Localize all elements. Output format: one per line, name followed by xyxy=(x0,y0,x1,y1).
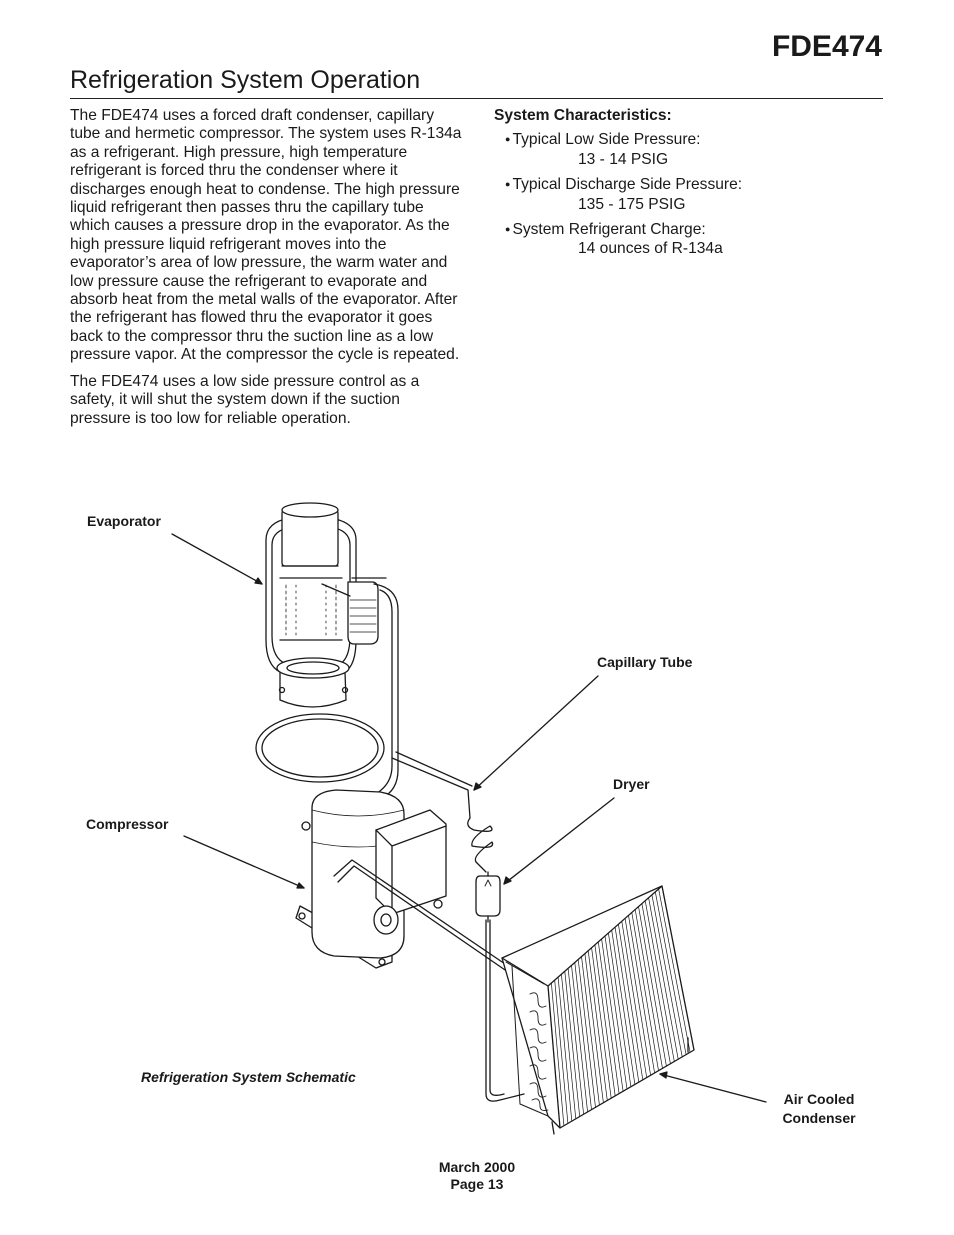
page-title: Refrigeration System Operation xyxy=(70,66,421,94)
spec-label: ● Typical Low Side Pressure: xyxy=(494,131,884,150)
footer-page-number: Page 13 xyxy=(450,1176,504,1192)
label-condenser: Condenser xyxy=(782,1110,856,1126)
spec-value: 135 - 175 PSIG xyxy=(578,195,686,213)
description-paragraph-1: The FDE474 uses a forced draft condenser, capillary tube and hermetic compressor. The system uses R-134a as a refrigerant. High pressure, high temperature refrigerant is forced thru the condenser where it discharges enough heat to condense. The high pressure liquid refrigerant then passes thru the capillary tube which causes a pressure drop in the evaporator. As the high pressure liquid refrigerant moves into the evaporator’s area of low pressure, the warm water and low pressure cause the refrigerant to evaporate and absorb heat from the metal walls of the evaporator. After the refrigerant has flowed thru the evaporator it goes back to the compressor thru the suction line as a low pressure vapor. At the compressor the cycle is repeated. xyxy=(70,107,462,364)
spec-value: 14 ounces of R-134a xyxy=(578,240,723,258)
label-dryer: Dryer xyxy=(613,776,650,792)
dryer-illustration xyxy=(476,872,500,922)
spec-label: ● System Refrigerant Charge: xyxy=(494,221,884,240)
label-capillary-tube: Capillary Tube xyxy=(597,654,693,670)
characteristics-heading: System Characteristics: xyxy=(494,107,672,124)
evaporator-illustration xyxy=(266,503,386,707)
label-air-cooled-condenser xyxy=(770,1090,868,1128)
description-paragraph-2: The FDE474 uses a low side pressure control as a safety, it will shut the system down if the suction pressure is too low for reliable operation. xyxy=(70,372,420,427)
model-number: FDE474 xyxy=(771,30,882,63)
condenser-illustration xyxy=(502,886,694,1134)
spec-value: 13 - 14 PSIG xyxy=(578,150,669,168)
label-compressor: Compressor xyxy=(86,816,169,832)
label-evaporator: Evaporator xyxy=(87,513,161,529)
spec-label: ● Typical Discharge Side Pressure: xyxy=(494,176,884,195)
figure-caption: Refrigeration System Schematic xyxy=(141,1069,356,1085)
footer-date: March 2000 xyxy=(438,1159,516,1175)
page-footer xyxy=(0,1159,954,1193)
label-air-cooled: Air Cooled xyxy=(783,1091,855,1107)
